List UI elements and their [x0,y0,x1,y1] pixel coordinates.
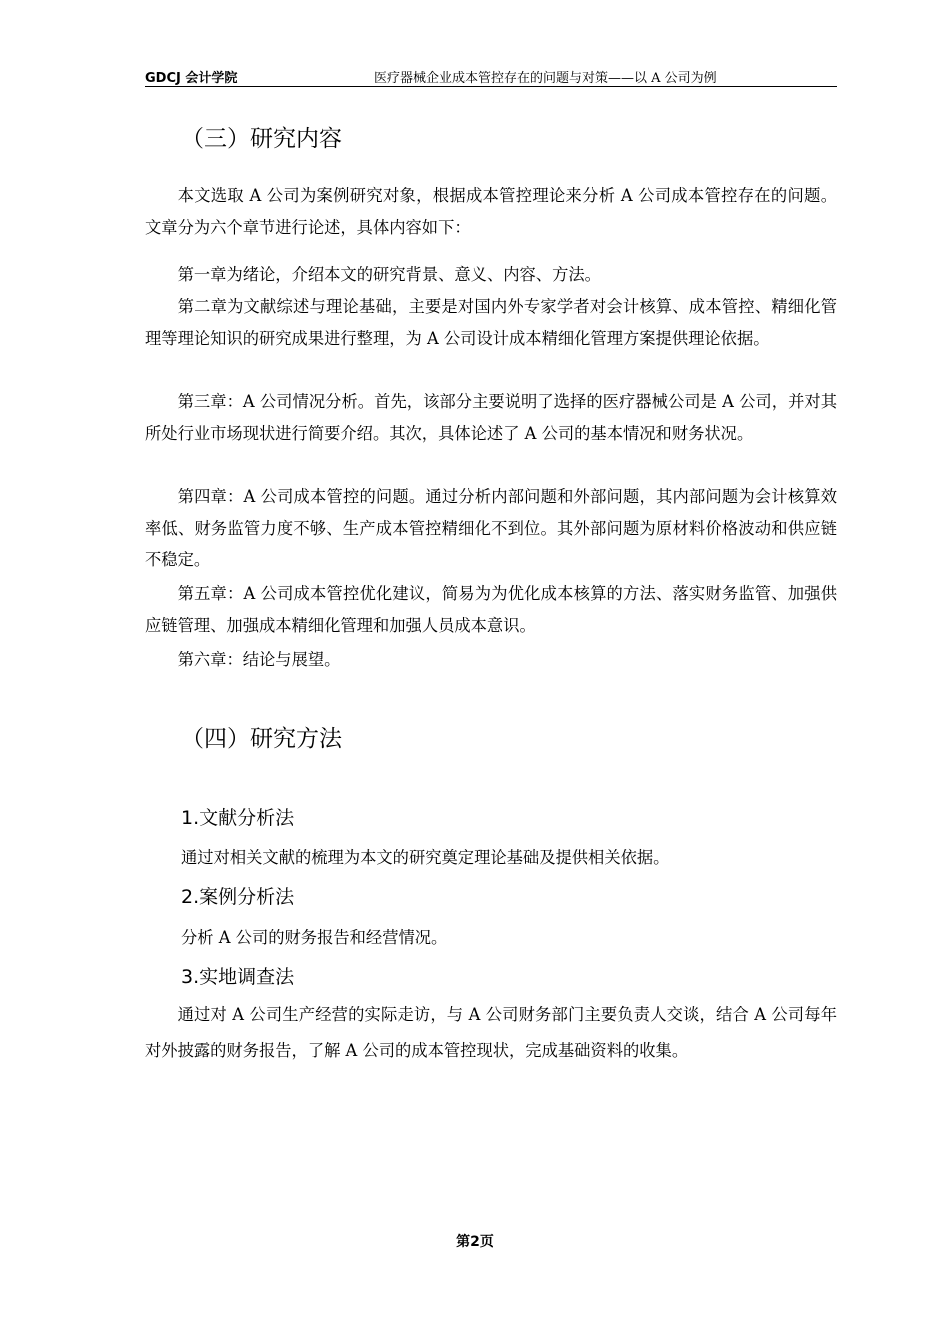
section-heading-research-content: （三）研究内容 [181,126,342,152]
paragraph-intro: 本文选取 A 公司为案例研究对象，根据成本管控理论来分析 A 公司成本管控存在的问题。文章分为六个章节进行论述，具体内容如下： [145,186,837,237]
section-heading-research-methods: （四）研究方法 [181,726,342,752]
method-text-case: 分析 A 公司的财务报告和经营情况。 [181,928,448,947]
header-institution: GDCJ 会计学院 [145,71,238,86]
method-text-field: 通过对 A 公司生产经营的实际走访，与 A 公司财务部门主要负责人交谈，结合 A 公司每年对外披露的财务报告，了解 A 公司的成本管控现状，完成基础资料的收集。 [145,1005,837,1060]
method-text-literature: 通过对相关文献的梳理为本文的研究奠定理论基础及提供相关依据。 [181,848,670,867]
paragraph-chapter-5: 第五章：A 公司成本管控优化建议，简易为为优化成本核算的方法、落实财务监管、加强供应链管理、加强成本精细化管理和加强人员成本意识。 [145,584,837,635]
paragraph-chapter-2: 第二章为文献综述与理论基础，主要是对国内外专家学者对会计核算、成本管控、精细化管理等理论知识的研究成果进行整理，为 A 公司设计成本精细化管理方案提供理论依据。 [145,297,837,348]
paragraph-chapter-4: 第四章：A 公司成本管控的问题。通过分析内部问题和外部问题，其内部问题为会计核算效率低、财务监管力度不够、生产成本管控精细化不到位。其外部问题为原材料价格波动和供应链不稳定。 [145,487,837,569]
method-heading-case: 2.案例分析法 [181,886,295,908]
page-header [145,66,837,87]
method-heading-literature: 1.文献分析法 [181,807,295,829]
paragraph-chapter-1: 第一章为绪论，介绍本文的研究背景、意义、内容、方法。 [177,265,601,284]
page-number: 第2页 [456,1234,494,1250]
paragraph-chapter-6: 第六章：结论与展望。 [177,650,341,669]
paragraph-chapter-3: 第三章：A 公司情况分析。首先，该部分主要说明了选择的医疗器械公司是 A 公司，并对其所处行业市场现状进行简要介绍。其次，具体论述了 A 公司的基本情况和财务状况。 [145,392,837,443]
method-heading-field: 3.实地调查法 [181,966,295,988]
header-paper-title: 医疗器械企业成本管控存在的问题与对策——以 A 公司为例 [374,71,717,86]
